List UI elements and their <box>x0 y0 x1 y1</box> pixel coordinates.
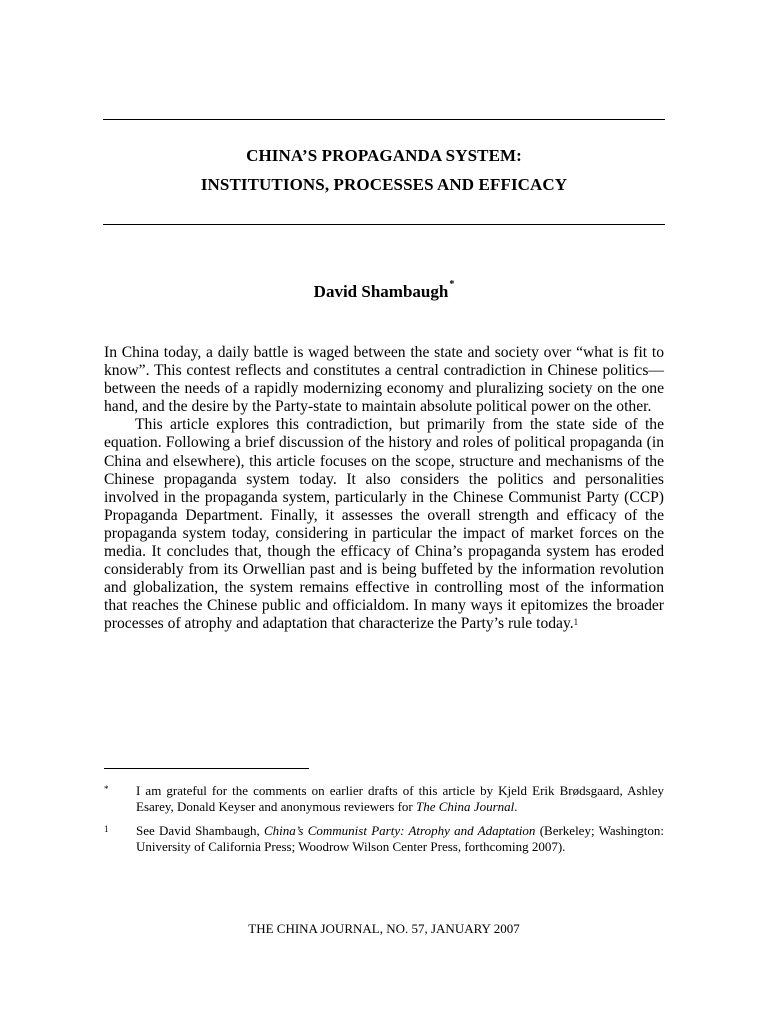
footnote-text-part: See David Shambaugh, <box>136 823 264 838</box>
body-paragraph-1: In China today, a daily battle is waged between the state and society over “what is fit to know”. This contest reflects and constitutes a central contradiction in Chinese politics—between the needs of a rapidly modernizing economy and pluralizing society on the one hand, and the desire by the Party-state to maintain absolute political power on the other. <box>104 344 664 416</box>
footnote-mark: * <box>104 784 109 794</box>
title-top-rule <box>103 119 665 120</box>
footnote-text <box>136 823 664 855</box>
footnote-mark: 1 <box>104 824 109 834</box>
footnote-text-part: . <box>514 799 518 815</box>
author-footnote-marker: * <box>449 279 455 290</box>
author-byline <box>103 279 665 302</box>
footnote-text-part: I am grateful for the comments on earlier drafts of this article by Kjeld Erik Brødsgaard, Ashley Esarey, Donald Keyser and anonymous reviewers for <box>136 783 664 815</box>
article-title-line-2: INSTITUTIONS, PROCESSES AND EFFICACY <box>200 175 568 194</box>
body-paragraph-2 <box>104 416 664 633</box>
footnote-text-part: (Berkeley; Washington: University of California Press; Woodrow Wilson Center Press, forthcoming 2007). <box>136 823 664 855</box>
journal-footer: THE CHINA JOURNAL, NO. 57, JANUARY 2007 <box>248 921 520 936</box>
author-name: David Shambaugh <box>313 282 449 301</box>
footnote-text <box>136 783 664 815</box>
footnote-book-title: China’s Communist Party: Atrophy and Adaptation <box>263 823 536 838</box>
body-paragraph-2-text: This article explores this contradiction, but primarily from the state side of the equation. Following a brief discussion of the history and roles of political propaganda (in China and elsewhere), this article focuses on the scope, structure and mechanisms of the Chinese propaganda system today. It also considers the politics and personalities involved in the propaganda system, particularly in the Chinese Communist Party (CCP) Propaganda Department. Finally, it assesses the overall strength and efficacy of the propaganda system today, considering in particular the impact of market forces on the media. It concludes that, though the efficacy of China’s propaganda system has eroded considerably from its Orwellian past and is being buffeted by the information revolution and globalization, the system remains effective in controlling most of the information that reaches the Chinese public and officialdom. In many ways it epitomizes the broader processes of atrophy and adaptation that characterize the Party’s rule today. <box>104 416 664 633</box>
footnote-reference-1: 1 <box>573 617 579 628</box>
title-bottom-rule <box>103 224 665 225</box>
footnote-separator <box>104 768 309 769</box>
footnote-1 <box>104 823 664 855</box>
article-body <box>104 344 664 634</box>
footnote-author <box>104 783 664 815</box>
footnote-journal-title: The China Journal <box>416 799 515 815</box>
article-title-line-1: CHINA’S PROPAGANDA SYSTEM: <box>246 146 522 165</box>
